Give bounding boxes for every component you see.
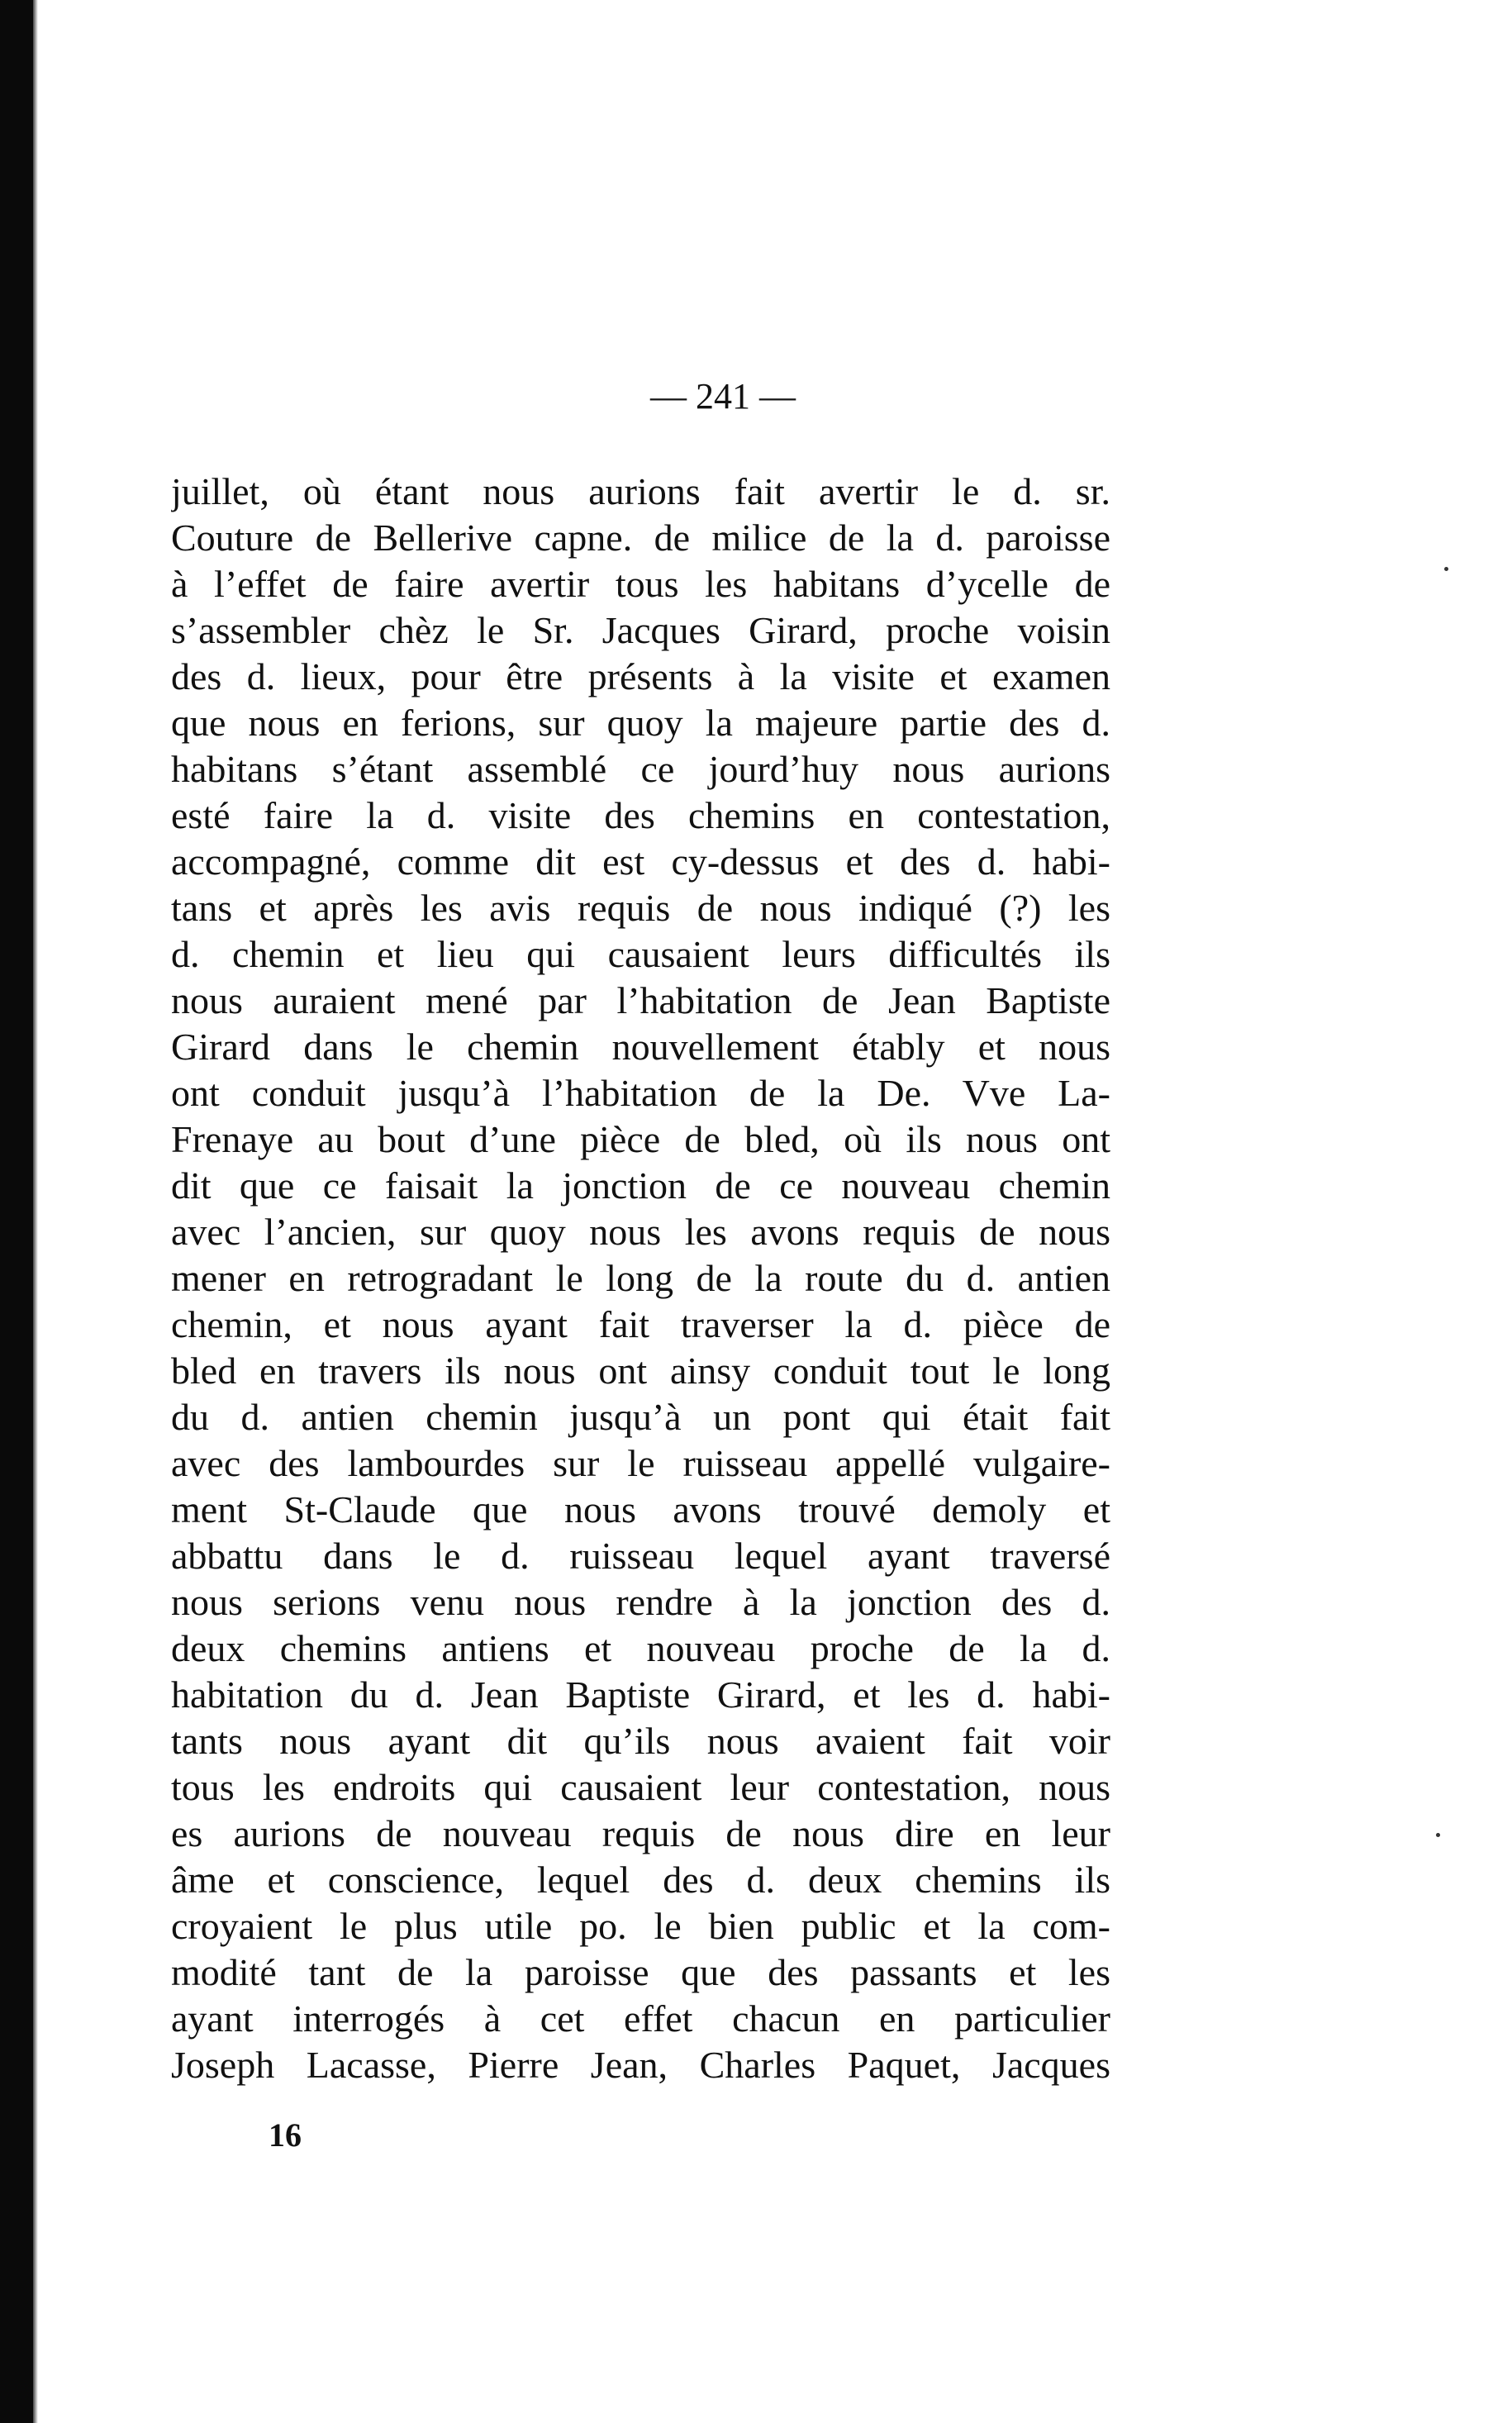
text-line: à l’effet de faire avertir tous les habitans d’ycelle de [171,563,1110,605]
text-line: tants nous ayant dit qu’ils nous avaient fait voir [171,1720,1110,1762]
text-line: juillet, où étant nous aurions fait avertir le d. sr. [171,470,1110,512]
text-line: dit que ce faisait la jonction de ce nouveau chemin [171,1164,1110,1207]
text-line: abbattu dans le d. ruisseau lequel ayant traversé [171,1535,1110,1577]
binding-edge-shadow [33,0,38,2423]
text-line: du d. antien chemin jusqu’à un pont qui était fait [171,1396,1110,1438]
scan-speck [1436,1833,1440,1837]
text-line: habitation du d. Jean Baptiste Girard, et les d. habi- [171,1673,1110,1716]
text-line: accompagné, comme dit est cy-dessus et des d. habi- [171,840,1110,883]
text-line: avec des lambourdes sur le ruisseau appellé vulgaire- [171,1442,1110,1484]
text-line: nous auraient mené par l’habitation de Jean Baptiste [171,979,1110,1021]
text-line: des d. lieux, pour être présents à la visite et examen [171,655,1110,697]
text-line: Couture de Bellerive capne. de milice de la d. paroisse [171,516,1110,559]
signature-mark: 16 [269,2116,302,2154]
text-line: croyaient le plus utile po. le bien public et la com- [171,1905,1110,1947]
text-line: tans et après les avis requis de nous indiqué (?) les [171,887,1110,929]
text-line: s’assembler chèz le Sr. Jacques Girard, proche voisin [171,609,1110,651]
page-number: — 241 — [650,376,796,417]
text-line: Frenaye au bout d’une pièce de bled, où ils nous ont [171,1118,1110,1160]
text-line: mener en retrogradant le long de la route du d. antien [171,1257,1110,1299]
text-line: ont conduit jusqu’à l’habitation de la De. Vve La- [171,1072,1110,1114]
text-line: modité tant de la paroisse que des passants et les [171,1951,1110,1993]
text-line: âme et conscience, lequel des d. deux chemins ils [171,1859,1110,1901]
body-text [171,469,1110,2088]
text-line: Joseph Lacasse, Pierre Jean, Charles Paquet, Jacques [171,2044,1110,2086]
text-line: chemin, et nous ayant fait traverser la d. pièce de [171,1303,1110,1345]
scan-speck [1444,567,1448,571]
text-line: Girard dans le chemin nouvellement étably et nous [171,1026,1110,1068]
text-line: bled en travers ils nous ont ainsy conduit tout le long [171,1350,1110,1392]
text-line: ment St-Claude que nous avons trouvé demoly et [171,1488,1110,1530]
text-line: que nous en ferions, sur quoy la majeure partie des d. [171,702,1110,744]
text-line: avec l’ancien, sur quoy nous les avons requis de nous [171,1211,1110,1253]
text-line: esté faire la d. visite des chemins en contestation, [171,794,1110,836]
text-line: es aurions de nouveau requis de nous dire en leur [171,1812,1110,1854]
text-line: deux chemins antiens et nouveau proche de la d. [171,1627,1110,1669]
text-line: d. chemin et lieu qui causaient leurs difficultés ils [171,933,1110,975]
text-line: nous serions venu nous rendre à la jonction des d. [171,1581,1110,1623]
text-line: tous les endroits qui causaient leur contestation, nous [171,1766,1110,1808]
text-line: ayant interrogés à cet effet chacun en particulier [171,1997,1110,2040]
binding-edge [0,0,33,2423]
text-line: habitans s’étant assemblé ce jourd’huy nous aurions [171,748,1110,790]
